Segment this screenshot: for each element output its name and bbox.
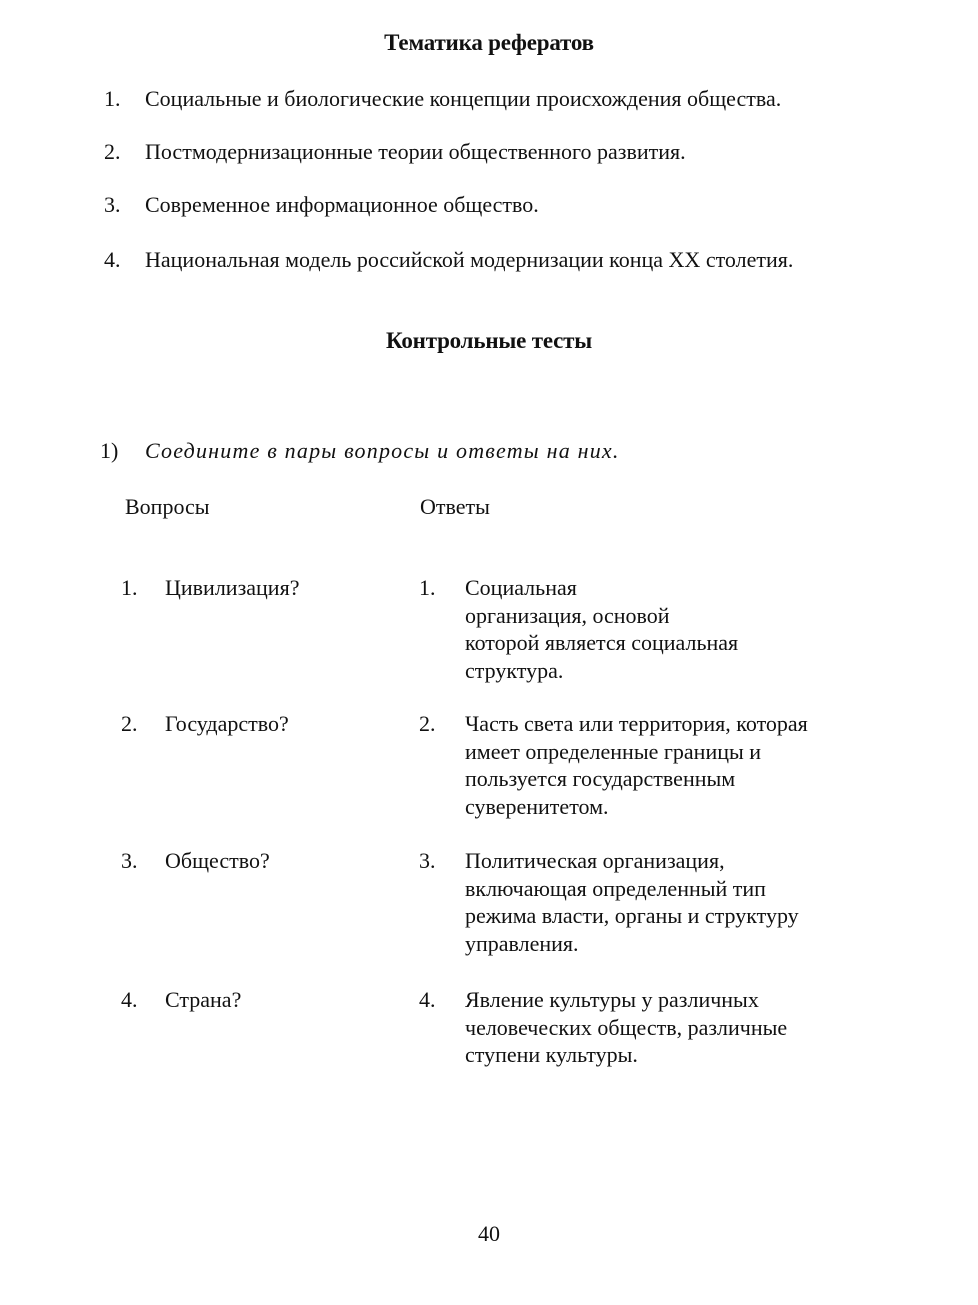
answer-number: 3. bbox=[419, 848, 436, 873]
answer-line: ступени культуры. bbox=[465, 1042, 638, 1067]
topic-text: Современное информационное общество. bbox=[145, 192, 539, 217]
answer-line: режима власти, органы и структуру bbox=[465, 903, 799, 928]
task-number: 1) bbox=[100, 438, 119, 463]
task-text: Соедините в пары вопросы и ответы на них. bbox=[145, 438, 620, 463]
topic-item bbox=[0, 247, 978, 273]
answer-text bbox=[465, 574, 885, 684]
answer-number: 2. bbox=[419, 711, 436, 736]
question-number: 3. bbox=[121, 848, 138, 873]
topic-text: Постмодернизационные теории общественного развития. bbox=[145, 139, 686, 164]
topic-number: 2. bbox=[104, 139, 121, 164]
topic-item bbox=[0, 192, 978, 218]
questions-column-header: Вопросы bbox=[125, 494, 210, 519]
tests-title: Контрольные тесты bbox=[386, 328, 592, 353]
answer-line: человеческих обществ, различные bbox=[465, 1014, 788, 1040]
answer-text bbox=[465, 710, 885, 820]
question-number: 1. bbox=[121, 575, 138, 600]
answer-number: 4. bbox=[419, 987, 436, 1012]
topic-number: 1. bbox=[104, 86, 121, 111]
answer-line: Явление культуры у различных bbox=[465, 987, 759, 1012]
answer-number: 1. bbox=[419, 575, 436, 600]
answer-line: включающая определенный тип bbox=[465, 875, 766, 901]
answer-line: структура. bbox=[465, 657, 564, 683]
answer-line: Социальная bbox=[465, 575, 577, 600]
answer-line: Политическая организация, bbox=[465, 848, 725, 873]
answer-line: имеет определенные границы и bbox=[465, 738, 762, 764]
topic-item bbox=[0, 139, 978, 165]
question-text: Цивилизация? bbox=[165, 575, 300, 600]
page-number: 40 bbox=[478, 1221, 500, 1246]
answer-line: суверенитетом. bbox=[465, 793, 609, 819]
question-text: Общество? bbox=[165, 848, 270, 873]
question-text: Государство? bbox=[165, 711, 289, 736]
answers-column-header: Ответы bbox=[420, 494, 490, 519]
question-number: 4. bbox=[121, 987, 138, 1012]
topic-text: Социальные и биологические концепции происхождения общества. bbox=[145, 86, 782, 111]
answer-line: которой является социальная bbox=[465, 630, 739, 655]
question-text: Страна? bbox=[165, 987, 242, 1012]
answer-line: организация, основой bbox=[465, 602, 670, 628]
section-title: Тематика рефератов bbox=[384, 30, 594, 55]
answer-line: Часть света или территория, которая bbox=[465, 711, 808, 736]
answer-text bbox=[465, 986, 885, 1069]
question-number: 2. bbox=[121, 711, 138, 736]
answer-line: пользуется государственным bbox=[465, 766, 736, 791]
topic-item bbox=[0, 86, 978, 112]
answer-text bbox=[465, 847, 885, 957]
topic-text: Национальная модель российской модернизации конца XX столетия. bbox=[145, 247, 794, 272]
answer-line: управления. bbox=[465, 930, 579, 956]
topic-number: 3. bbox=[104, 192, 121, 217]
topic-number: 4. bbox=[104, 247, 121, 272]
